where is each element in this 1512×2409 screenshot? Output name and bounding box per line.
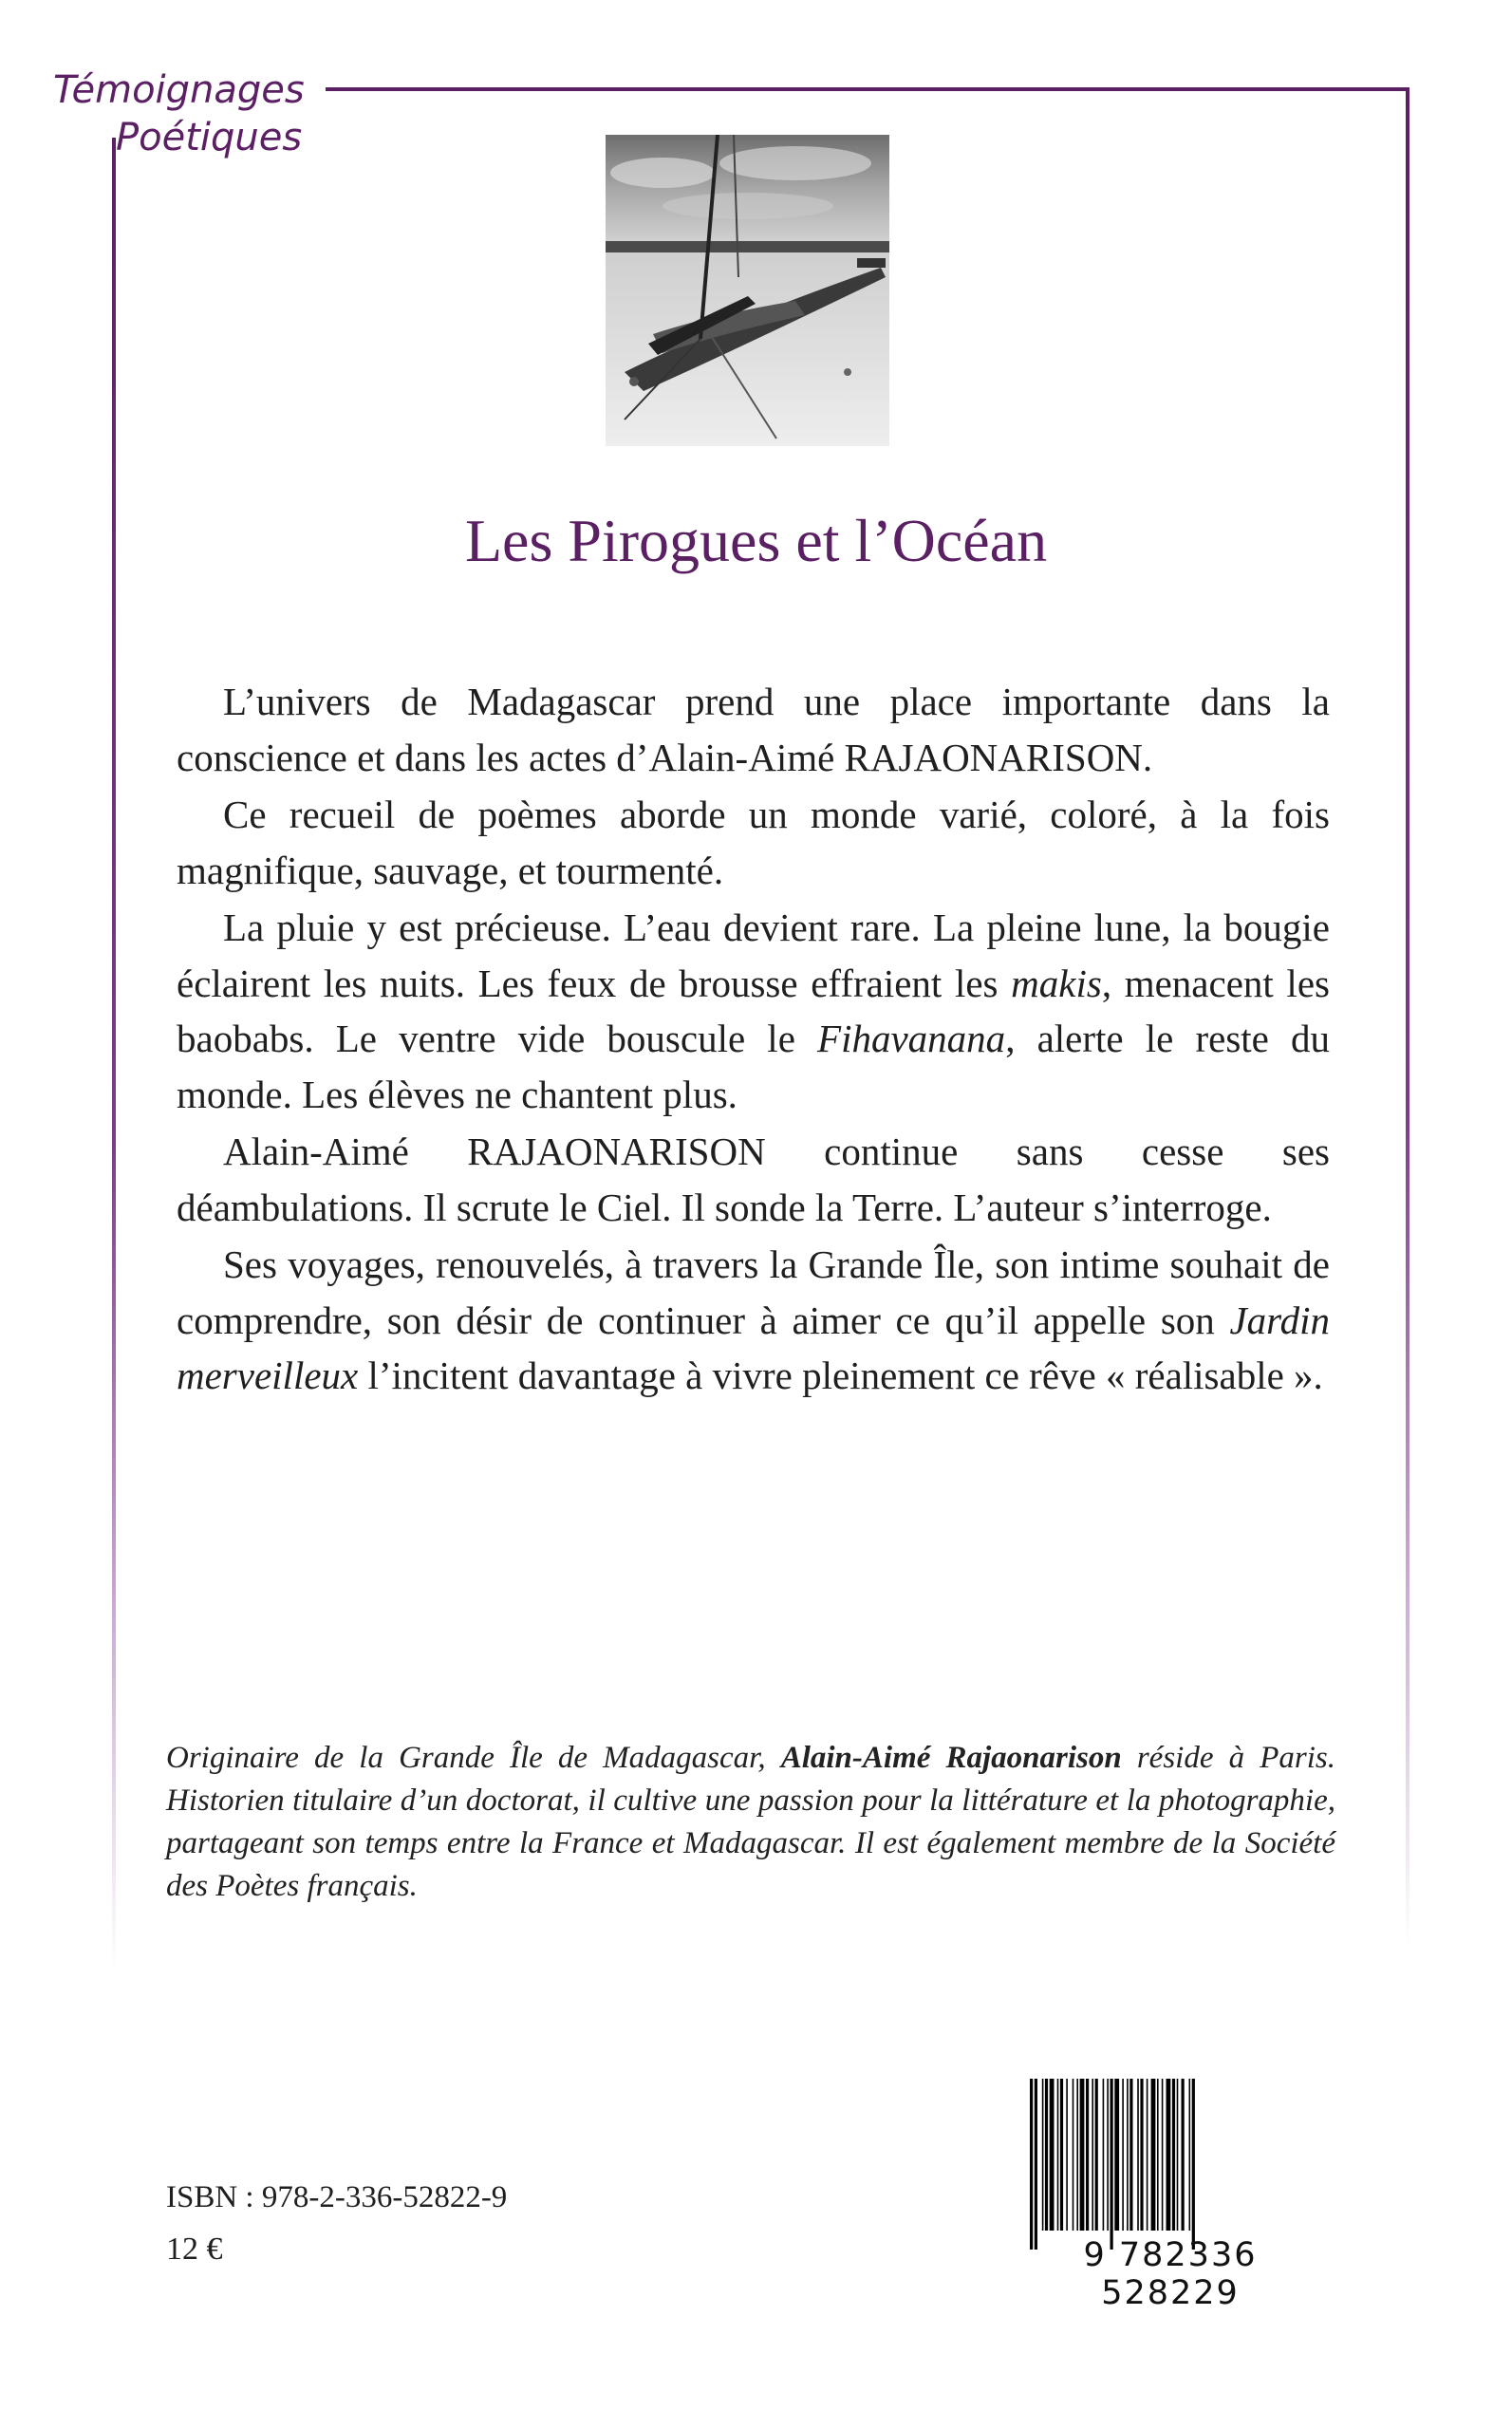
- summary-paragraph-1: L’univers de Madagascar prend une place importante dans la conscience et dans les actes d’Alain-Aimé RAJAONARISON.: [177, 680, 1330, 779]
- barcode-bar: [1045, 2079, 1048, 2231]
- barcode-bar: [1182, 2079, 1185, 2231]
- summary-paragraph-3: [177, 900, 1330, 1122]
- author-name: Alain-Aimé Rajaonarison: [780, 1741, 1122, 1775]
- author-bio-before: Originaire de la Grande Île de Madagascar,: [166, 1741, 781, 1775]
- summary-p3-part-a: La pluie y est précieuse. L’eau devient rare. La pleine lune, la bougie éclairent les nuits. Les feux de brousse effraient les: [177, 906, 1330, 1005]
- summary-p3-part-b: , menacent les baobabs. Le ventre vide bouscule le: [177, 961, 1330, 1060]
- summary-p3-part-c: , alerte le reste du monde. Les élèves ne chantent plus.: [177, 1017, 1331, 1116]
- barcode-bar: [1172, 2079, 1175, 2231]
- barcode-bar: [1107, 2079, 1109, 2231]
- barcode-bar: [1050, 2079, 1055, 2231]
- barcode-bar: [1114, 2079, 1119, 2231]
- collection-label: [53, 66, 319, 161]
- barcode-bar: [1086, 2079, 1089, 2231]
- barcode-bar: [1189, 2079, 1191, 2231]
- barcode-bar: [1076, 2079, 1078, 2231]
- barcode-bar: [1042, 2079, 1044, 2231]
- barcode-bar: [1103, 2079, 1105, 2231]
- barcode-bar: [1157, 2079, 1159, 2231]
- frame-top-rule: [326, 87, 1409, 91]
- book-title: Les Pirogues et l’Océan: [464, 507, 1048, 574]
- barcode-bar: [1057, 2079, 1059, 2231]
- isbn-text: ISBN : 978-2-336-52822-9: [166, 2180, 508, 2214]
- barcode-bar: [1162, 2079, 1164, 2231]
- barcode-bar: [1092, 2079, 1093, 2231]
- summary-paragraph-5: [177, 1237, 1330, 1404]
- author-bio-after: réside à Paris. Historien titulaire d’un doctorat, il cultive une passion pour la littérature et la photographie, partageant son temps entre la France et Madagascar. Il est également membre de la Société des Poètes français.: [166, 1741, 1335, 1903]
- collection-line-2: Poétiques: [116, 116, 303, 159]
- barcode-bar: [1129, 2079, 1132, 2231]
- barcode-bar: [1192, 2079, 1195, 2250]
- barcode-bar: [1111, 2079, 1113, 2250]
- barcode-bar: [1127, 2079, 1129, 2231]
- summary-p3-emphasis-makis: makis: [1011, 961, 1102, 1005]
- barcode-digits: 9 782336 528229: [1083, 2236, 1258, 2312]
- frame-left-rule: [112, 138, 116, 1970]
- barcode-bar: [1035, 2079, 1037, 2250]
- barcode-bar: [1095, 2079, 1098, 2231]
- barcode-bar: [1140, 2079, 1143, 2231]
- barcode-bar: [1066, 2079, 1068, 2231]
- collection-line-1: Témoignages: [53, 68, 305, 112]
- barcode-bar: [1147, 2079, 1148, 2231]
- barcode-bar: [1137, 2079, 1139, 2231]
- price-text: 12 €: [166, 2232, 223, 2267]
- summary-paragraph-2: Ce recueil de poèmes aborde un monde varié, coloré, à la fois magnifique, sauvage, et tourmenté.: [177, 793, 1330, 892]
- frame-right-rule: [1406, 87, 1409, 1946]
- summary-text: [177, 674, 1330, 1406]
- summary-p5-part-a: Ses voyages, renouvelés, à travers la Grande Île, son intime souhait de comprendre, son désir de continuer à aimer ce qu’il appelle son: [177, 1242, 1330, 1342]
- summary-p5-emphasis-jardin: Jardin merveilleux: [177, 1298, 1330, 1397]
- author-bio: [166, 1737, 1335, 1908]
- cover-photo: [606, 135, 889, 446]
- barcode-bar: [1122, 2079, 1124, 2231]
- barcode-bar: [1060, 2079, 1063, 2231]
- barcode-bar: [1030, 2079, 1033, 2250]
- summary-paragraph-4: Alain-Aimé RAJAONARISON continue sans cesse ses déambulations. Il scrute le Ciel. Il sonde la Terre. L’auteur s’interroge.: [177, 1130, 1330, 1229]
- barcode-bar: [1073, 2079, 1074, 2231]
- summary-p5-part-b: l’incitent davantage à vivre pleinement ce rêve « réalisable ».: [358, 1354, 1323, 1397]
- summary-p3-emphasis-fihavanana: Fihavanana: [817, 1017, 1006, 1060]
- barcode-bar: [1177, 2079, 1179, 2231]
- barcode-bar: [1080, 2079, 1085, 2231]
- barcode-bar: [1151, 2079, 1156, 2231]
- barcode-bar: [1167, 2079, 1171, 2231]
